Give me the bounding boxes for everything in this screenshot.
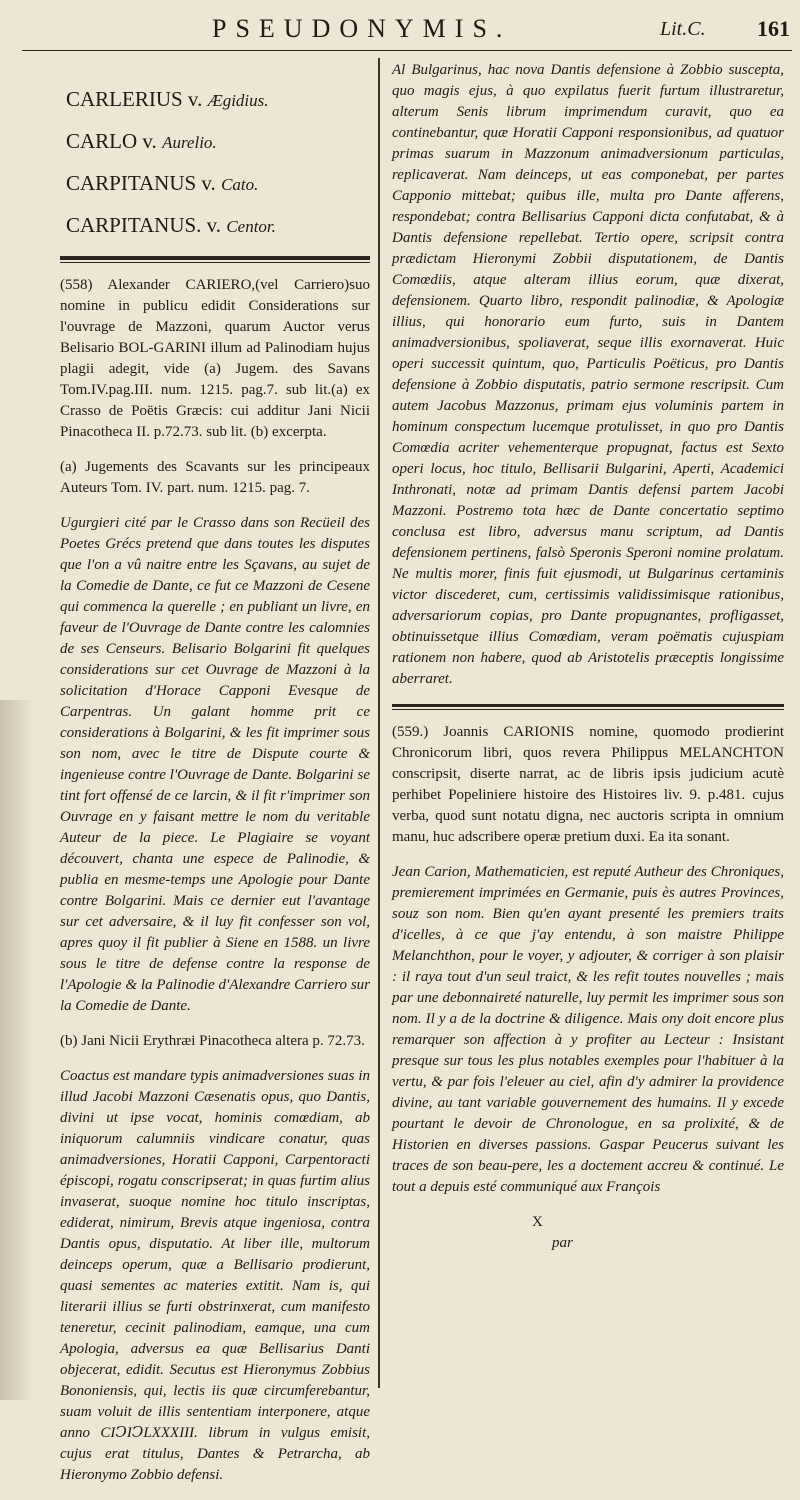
page-number: 161 [757,16,790,41]
column-divider [378,58,380,1388]
note-a-quote: Ugurgieri cité par le Crasso dans son Recüeil des Poetes Grécs pretend que dans toutes les disputes que l'on a vû naitre entre les Sçavans, au sujet de la Comedie de Dante, ce fut ce Mazzoni de Cesene qui commenca la querelle ; en publiant un livre, en faveur de l'Ouvrage de Dante contre les calomnies de ses Censeurs. Belisario Bolgarini fit quelques considerations sur cet Ouvrage de Mazzoni à la solicitation d'Horace Capponi Evesque de Carpentras. Un galant homme prit ce considerations à Bolgarini, & les fit imprimer sous son nom, avec le titre de Dispute courte & ingenieuse contre l'Ouvrage de Dante. Bolgarini se tint fort offensé de ce larcin, & il fit r'imprimer son Ouvrage en y faisant mettre le nom du veritable Auteur de la piece. Le Plagiaire se voyant découvert, chanta une espece de Palinodie, & publia en mesme-temps une Apologie pour Dante contre Bolgarini. Mais ce dernier eut l'avantage sur cet adversaire, & il luy fit confesser son vol, apres quoy il fit publier à Siene en 1588. un livre sous le titre de defense contre la response de l'Apologie & la Palinodie d'Alexandre Carriero sur la Comedie de Dante. [60,515,370,1014]
entry-rule-thin [392,709,784,710]
section-rule-thin [60,262,370,263]
entry-558: (558) Alexander CARIERO,(vel Carriero)suo nomine in publicu edidit Considerations sur l'ouvrage de Mazzoni, quarum Auctor verus Belisario BOL-GARINI illum ad Palinodiam hujus plagii adegit, vide (a) Jugem. des Savans Tom.IV.pag.III. num. 1215. pag.7. sub lit.(a) ex Crasso de Poëtis Græcis: cui additur Jani Nicii Pinacotheca II. p.72.73. sub lit. (b) excerpta. [60,277,370,440]
note-b-quote-continued: Al Bulgarinus, hac nova Dantis defensione à Zobbio suscepta, quo magis ejus, à quo expilatus fuerit furtum illustraretur, alterum Senis librum imprimendum curavit, quo ea continebantur, quæ Horatii Capponi responsionibus, ad quatuor primas suarum in Mazzonum animadversionum particulas, replicaverat. Nam deinceps, ut eas componebat, per partes Capponio mittebat; quibus ille, multa pro Dante afferens, respondebat; contra Bellisarius Capponi dicta confutabat, & à Dantis defensione repellebat. Tertio opere, scripsit contra prædictam Hieronymi Zobbii disputationem, de Dantis Comœdiis, atque alteram illius eorum, quæ dixerat, defensionem. Quarto libro, respondit palinodiæ, & Apologiæ illius, qui honorario eum furto, suis in Dantem animadversionibus, spoliaverat, seque illis exornaverat. Huic operi successit quintum, quo, Particulis Poëticus, pro Dantis defensione à Zobbio disputatis, patrio sermone rescripsit. Cum autem Jacobus Mazzonus, primam ejus voluminis partem in hominum conspectum lucemque protulisset, in quo pro Dantis Comœdia acriter vehementerque propugnat, factus est Sexto operi locus, hoc titulo, Bellisarii Bulgarini, Aperti, Academici Inthronati, notæ ad primam Dantis defensi partem Jacobi Mazzoni. Postremo tota hæc de Dante concertatio septimo conclusa est libro, adversus manu scriptum, ad Dantis defensionem pertinens, falsò Speronis Speroni nomine prolatum. Ne multis morer, finis fuit ejusmodi, ut Bulgarinus certaminis victor discederet, cum, certissimis validissimisque rationibus, adversariorum copias, pro Dante propugnantes, profligasset, obtinuissetque illius Comœdiam, veram poëmatis cujuspiam rationem non habere, quod ab Aristotelis præceptis longissime aberraret. [392,62,784,687]
signature-mark: X [532,1214,543,1230]
page-shadow [0,700,34,1400]
entry-rule [392,704,784,707]
left-column [60,60,370,1500]
catchword: par [552,1235,573,1251]
right-column [392,60,784,1254]
entry-559: (559.) Joannis CARIONIS nomine, quomodo prodierint Chronicorum libri, quos revera Philippus MELANCHTON conscripsit, diserte narrat, ac de libris ipsis judicium acutè perhibet Popeliniere histoire des Histoires liv. 9. p.481. cujus verba, quod sunt notatu digna, nec auctoris scripta in omnium manu, huc adscribere operæ pretium duxi. Ea ita sonant. [392,724,784,845]
section-marker: Lit.C. [660,18,706,40]
section-rule [60,256,370,260]
entry-name-carpitanus-cato: CARPITANUS v. Cato. [66,171,259,195]
page-header [22,10,792,51]
note-b-quote: Coactus est mandare typis animadversiones suas in illud Jacobi Mazzoni Cæsenatis opus, quo Dantis, divini ut ipse vocat, hominis comœdiam, ab iniquorum calumniis vindicare conatur, quas animadversiones, Horatii Capponi, Carpentoracti épiscopi, rogatu conscripserat; in quas furtim alius invaserat, suoque nomine hoc titulo inscriptas, ediderat, nimirum, Brevis atque ingeniosa, contra Dantis opus, disputatio. At liber ille, multorum deinceps operum, quæ a Bellisario prodierunt, quasi sementes ac materies extitit. Nam is, qui literarii illius se furti obstrinxerat, cum manifesto teneretur, cecinit palinodiam, eamque, una cum Apologia, adversus ea quæ Bellisarius Danti objecerat, edidit. Secutus est Hieronymus Zobbius Bononiensis, qui, lectis iis quæ circumferebantur, suam voluit de illis sententiam interponere, atque anno CIↃIↃLXXXIII. librum in vulgus emisit, cujus erat titulus, Dantes & Petrarcha, ab Hieronymo Zobbio defensi. [60,1068,370,1483]
entry-name-carlo: CARLO v. Aurelio. [66,129,217,153]
entry-name-carlerius: CARLERIUS v. Ægidius. [66,87,269,111]
entry-559-quote: Jean Carion, Mathematicien, est reputé Autheur des Chroniques, premierement imprimées en Germanie, puis ès autres Provinces, souz son nom. Bien qu'en ayant presenté les premiers traits d'icelles, à ce que j'ay entendu, à son maistre Philippe Melanchthon, pour le voyer, y adjouter, & corriger à son plaisir : il raya tout d'un seul traict, & les refit toutes nouvelles ; mais par une debonnaireté naturelle, luy permit les imprimer sous son nom. Il y a de la doctrine & diligence. Mais ony doit encore plus remarquer son affection à y profiter au Lecteur : Insistant presque sur tous les plus notables exemples pour l'habituer à la vertu, & par fois l'eleuer au ciel, afin d'y admirer la providence divine, au tant variable gouvernement des humains. Il y excede pourtant le devoir de Chronologue, en sa prolixité, & de Historien en diverses passions. Gaspar Peucerus suivant les traces de son beau-pere, les a doctement accreu & continué. Le tout a depuis esté communiqué aux François [392,864,784,1195]
note-a: (a) Jugements des Scavants sur les principeaux Auteurs Tom. IV. part. num. 1215. pag. 7. [60,459,370,496]
entry-name-carpitanus-centor: CARPITANUS. v. Centor. [66,213,276,237]
page-footer [392,1212,784,1254]
note-b: (b) Jani Nicii Erythræi Pinacotheca altera p. 72.73. [60,1033,365,1049]
running-title: PSEUDONYMIS. [212,14,512,43]
